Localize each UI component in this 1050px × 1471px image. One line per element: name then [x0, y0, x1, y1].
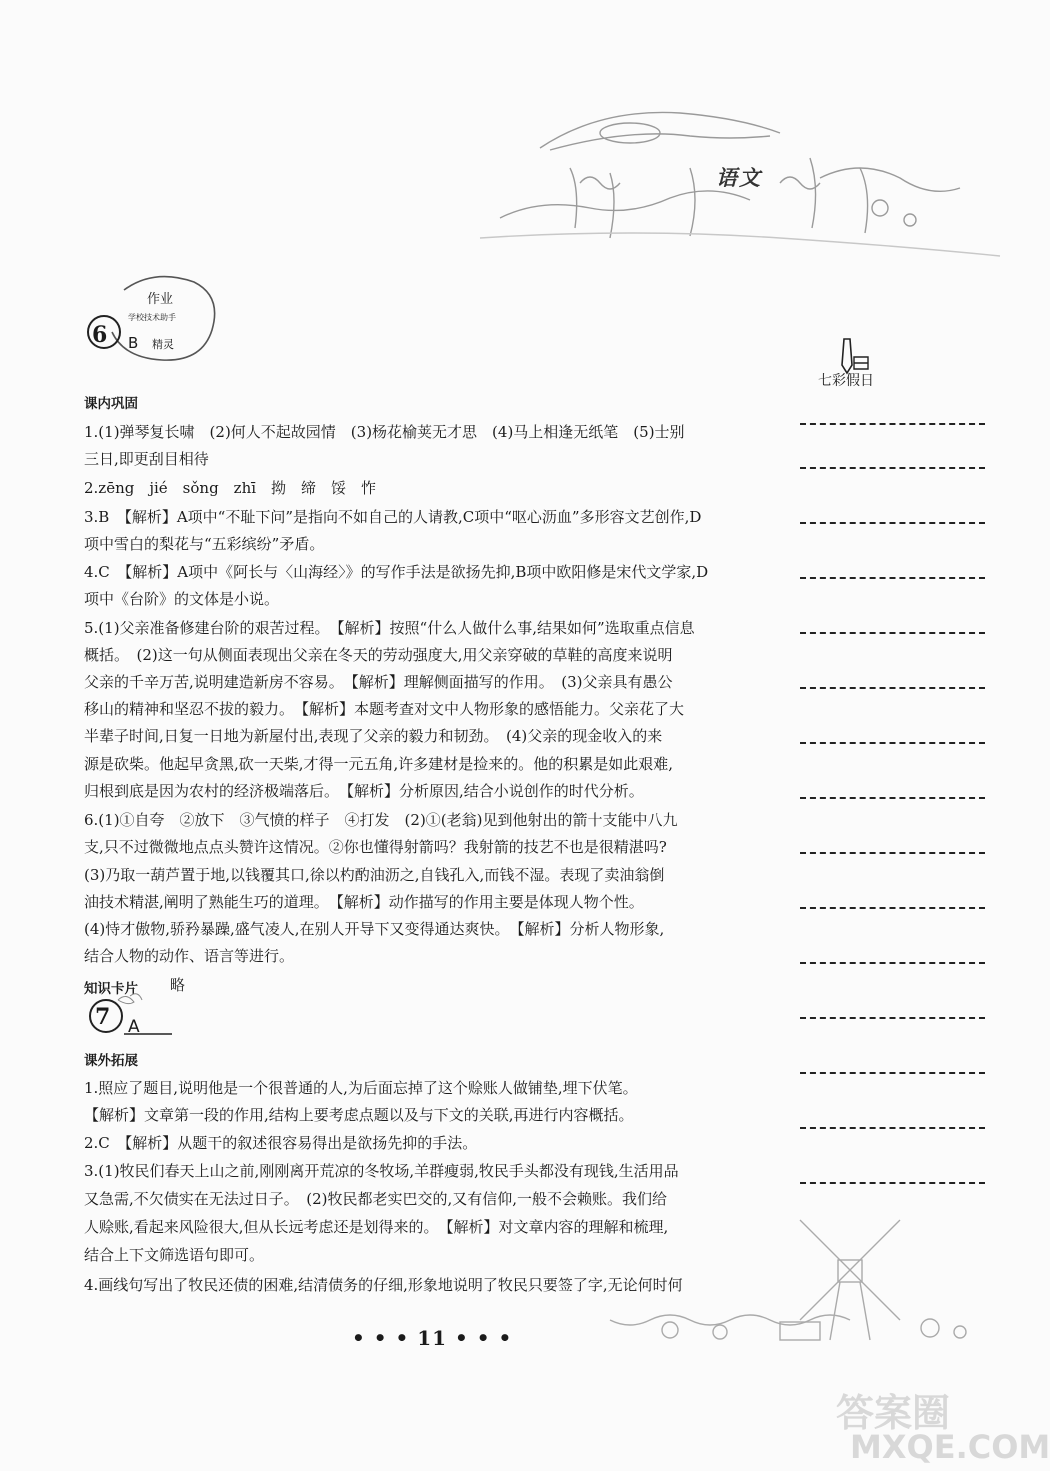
- answer-line: 2.zēng jié sǒng zhī 拗 缔 馁 怍: [84, 479, 377, 497]
- note-line: [800, 1182, 985, 1184]
- unit-number: 6: [92, 322, 108, 348]
- section-title: 课外拓展: [84, 1053, 138, 1069]
- answer-line: (3)乃取一葫芦置于地,以钱覆其口,徐以杓酌油沥之,自钱孔入,而钱不湿。表现了卖油翁倒: [84, 866, 665, 884]
- unit-letter: A: [128, 1017, 140, 1037]
- answer-line: 4.C 【解析】A项中《阿长与〈山海经〉》的写作手法是欲扬先抑,B项中欧阳修是宋代文学家,D: [84, 563, 709, 581]
- section-title: 课内巩固: [84, 396, 138, 412]
- note-line: [800, 962, 985, 964]
- note-line: [800, 742, 985, 744]
- note-line: [800, 687, 985, 689]
- answer-line: 概括。 (2)这一句从侧面表现出父亲在冬天的劳动强度大,用父亲穿破的草鞋的高度来说明: [84, 646, 673, 664]
- answer-line: 结合上下文筛选语句即可。: [84, 1246, 265, 1264]
- answer-line: 归根到底是因为农村的经济极端落后。 【解析】分析原因,结合小说创作的时代分析。: [84, 782, 644, 800]
- unit-number: 7: [95, 1004, 111, 1030]
- answer-line: 人赊账,看起来风险很大,但从长远考虑还是划得来的。 【解析】对文章内容的理解和梳理,: [84, 1218, 669, 1236]
- stamp-text: 学校技术助手: [128, 313, 176, 322]
- answer-line: 5.(1)父亲准备修建台阶的艰苦过程。 【解析】按照“什么人做什么事,结果如何”选取重点信息: [84, 619, 695, 637]
- answer-line: 半辈子时间,日复一日地为新屋付出,表现了父亲的毅力和韧劲。 (4)父亲的现金收入的来: [84, 727, 663, 745]
- answer-line: 2.C 【解析】从题干的叙述很容易得出是欲扬先抑的手法。: [84, 1134, 478, 1152]
- note-line: [800, 1017, 985, 1019]
- answer-line: 项中雪白的梨花与“五彩缤纷”矛盾。: [84, 535, 325, 553]
- note-line: [800, 522, 985, 524]
- note-line: [800, 577, 985, 579]
- answer-line: 1.照应了题目,说明他是一个很普通的人,为后面忘掉了这个赊账人做铺垫,埋下伏笔。: [84, 1079, 638, 1097]
- answer-line: 又急需,不欠债实在无法过日子。 (2)牧民都老实巴交的,又有信仰,一般不会赖账。我们给: [84, 1190, 668, 1208]
- answer-line: 支,只不过微微地点点头赞许这情况。②你也懂得射箭吗？我射箭的技艺不也是很精湛吗?: [84, 838, 667, 856]
- answer-line: 3.B 【解析】A项中“不耻下问”是指向不如自己的人请教,C项中“呕心沥血”多形容文艺创作,D: [84, 508, 702, 526]
- knowledge-card-value: 略: [170, 976, 186, 994]
- answer-line: 1.(1)弹琴复长啸 (2)何人不起故园情 (3)杨花榆荚无才思 (4)马上相逢无纸笔 (5)士别: [84, 423, 685, 441]
- stamp-text: 作业: [147, 292, 174, 307]
- watermark: MXQE.COM: [850, 1428, 1050, 1466]
- note-line: [800, 467, 985, 469]
- note-line: [800, 907, 985, 909]
- unit-letter: B: [128, 334, 139, 352]
- note-line: [800, 852, 985, 854]
- answer-line: 油技术精湛,阐明了熟能生巧的道理。 【解析】动作描写的作用主要是体现人物个性。: [84, 893, 644, 911]
- answer-line: 父亲的千辛万苦,说明建造新房不容易。 【解析】理解侧面描写的作用。 (3)父亲具有愚公: [84, 673, 673, 691]
- windmill-decoration: [600, 1200, 1000, 1370]
- note-line: [800, 1127, 985, 1129]
- page-number: • • • 11 • • •: [352, 1326, 513, 1350]
- answer-line: 4.画线句写出了牧民还债的困难,结清债务的仔细,形象地说明了牧民只要签了字,无论何时何: [84, 1276, 683, 1294]
- answer-line: (4)恃才傲物,骄矜暴躁,盛气凌人,在别人开导下又变得通达爽快。 【解析】分析人物形象,: [84, 920, 665, 938]
- answer-line: 移山的精神和坚忍不拔的毅力。 【解析】本题考查对文中人物形象的感悟能力。父亲花了大: [84, 700, 685, 718]
- watermark: 答案圈: [836, 1391, 951, 1435]
- answer-line: 结合人物的动作、语言等进行。: [84, 947, 295, 965]
- sidebar-label: 七彩假日: [818, 373, 874, 389]
- note-line: [800, 423, 985, 425]
- note-line: [800, 1072, 985, 1074]
- answer-line: 三日,即更刮目相待: [84, 450, 209, 468]
- answer-line: 项中《台阶》的文体是小说。: [84, 590, 280, 608]
- answer-line: 【解析】文章第一段的作用,结构上要考虑点题以及与下文的关联,再进行内容概括。: [84, 1106, 634, 1124]
- note-line: [800, 797, 985, 799]
- answer-line: 源是砍柴。他起早贪黑,砍一天柴,才得一元五角,许多建材是捡来的。他的积累是如此艰难,: [84, 755, 674, 773]
- subject-title: 语文: [716, 165, 762, 190]
- answer-line: 3.(1)牧民们春天上山之前,刚刚离开荒凉的冬牧场,羊群瘦弱,牧民手头都没有现钱,生活用品: [84, 1162, 679, 1180]
- stamp-text: 精灵: [152, 338, 174, 351]
- knowledge-card-title: 知识卡片: [84, 981, 138, 997]
- answer-line: 6.(1)①自夸 ②放下 ③气愤的样子 ④打发 (2)①(老翁)见到他射出的箭十支能中八九: [84, 811, 678, 829]
- note-line: [800, 632, 985, 634]
